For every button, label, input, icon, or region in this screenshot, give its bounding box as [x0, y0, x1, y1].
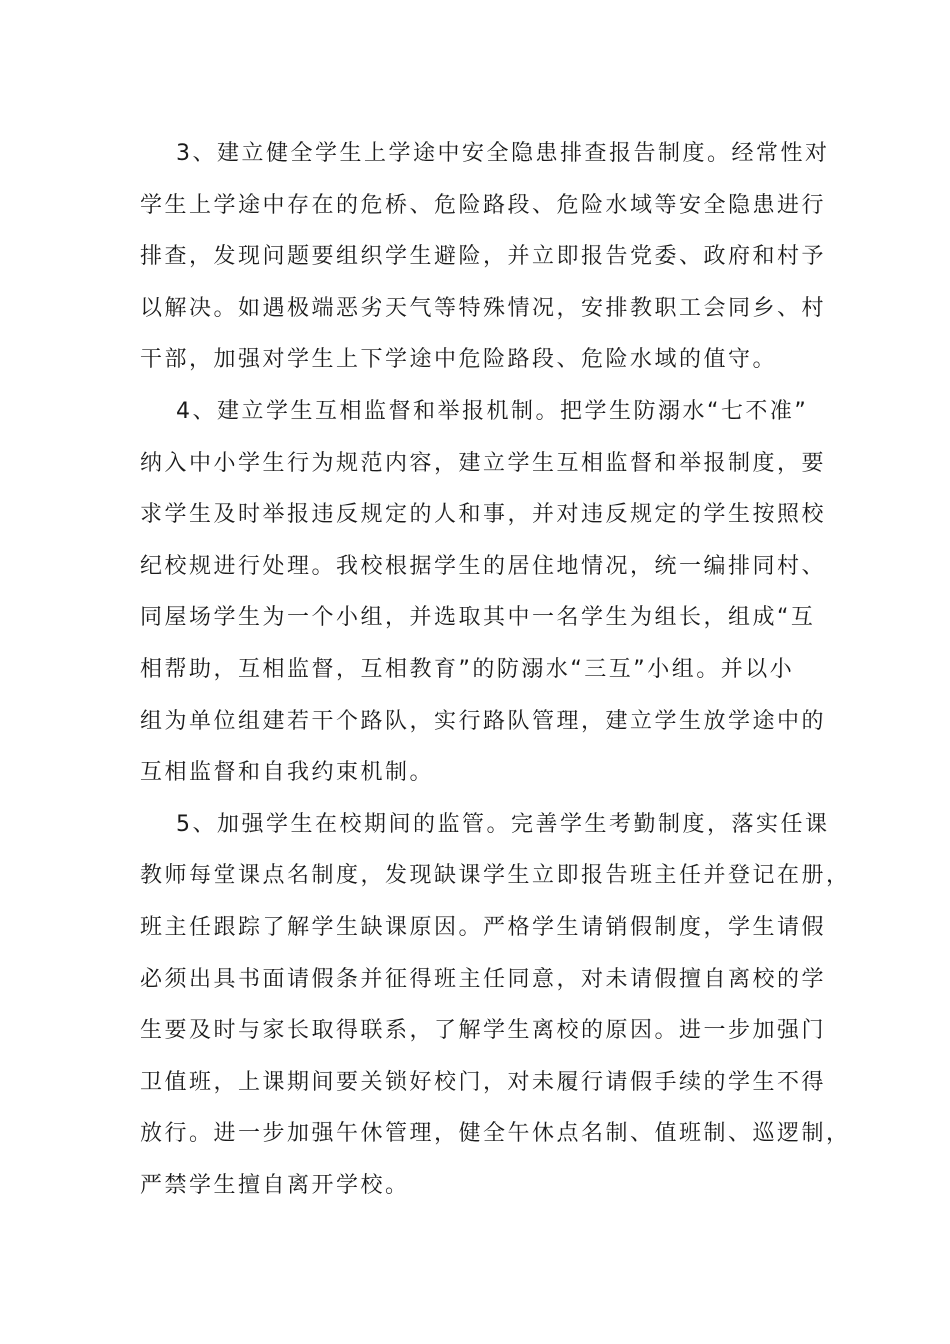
text-line: 同屋场学生为一个小组，并选取其中一名学生为组长，组成“互 — [140, 605, 816, 631]
text-line: 严禁学生擅自离开学校。 — [140, 1172, 410, 1198]
text-line: 以解决。如遇极端恶劣天气等特殊情况，安排教职工会同乡、村 — [140, 295, 827, 321]
text-line: 纪校规进行处理。我校根据学生的居住地情况，统一编排同村、 — [140, 553, 827, 579]
text-line: 互相监督和自我约束机制。 — [140, 760, 435, 786]
paragraph-5 — [140, 799, 851, 1212]
text-line: 排查，发现问题要组织学生避险，并立即报告党委、政府和村予 — [140, 244, 827, 270]
text-line: 必须出具书面请假条并征得班主任同意，对未请假擅自离校的学 — [140, 966, 827, 992]
text-line: 生要及时与家长取得联系，了解学生离校的原因。进一步加强门 — [140, 1018, 827, 1044]
text-line: 5、加强学生在校期间的监管。完善学生考勤制度，落实任课 — [176, 811, 830, 837]
text-line: 4、建立学生互相监督和举报机制。把学生防溺水“七不准” — [176, 398, 809, 424]
text-line: 教师每堂课点名制度，发现缺课学生立即报告班主任并登记在册， — [140, 863, 851, 889]
text-line: 纳入中小学生行为规范内容，建立学生互相监督和举报制度，要 — [140, 450, 827, 476]
text-line: 相帮助，互相监督，互相教育”的防溺水“三互”小组。并以小 — [140, 656, 795, 682]
paragraph-3 — [140, 128, 830, 386]
text-line: 放行。进一步加强午休管理，健全午休点名制、值班制、巡逻制， — [140, 1121, 851, 1147]
text-line: 学生上学途中存在的危桥、危险路段、危险水域等安全隐患进行 — [140, 192, 827, 218]
text-line: 组为单位组建若干个路队，实行路队管理，建立学生放学途中的 — [140, 708, 827, 734]
paragraph-4 — [140, 386, 827, 799]
text-line: 干部，加强对学生上下学途中危险路段、危险水域的值守。 — [140, 347, 778, 373]
text-line: 3、建立健全学生上学途中安全隐患排查报告制度。经常性对 — [176, 141, 830, 166]
text-line: 卫值班，上课期间要关锁好校门，对未履行请假手续的学生不得 — [140, 1069, 827, 1095]
text-line: 班主任跟踪了解学生缺课原因。严格学生请销假制度，学生请假 — [140, 914, 827, 940]
document-body — [140, 128, 851, 1211]
text-line: 求学生及时举报违反规定的人和事，并对违反规定的学生按照校 — [140, 502, 827, 528]
